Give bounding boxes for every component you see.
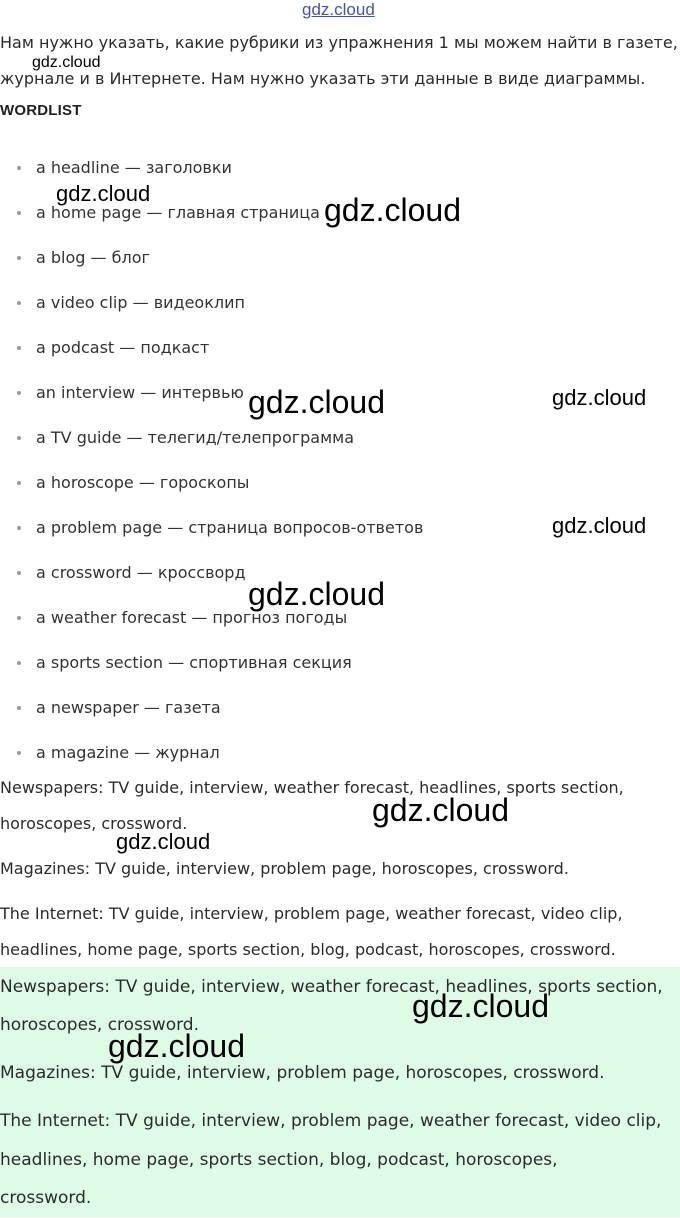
answer-internet-line-3: crossword. [0, 1188, 92, 1208]
list-item-text: a sports section — спортивная секция [36, 653, 352, 672]
bullet-icon [17, 481, 21, 485]
list-item [36, 698, 221, 718]
bullet-icon [17, 166, 21, 170]
watermark: gdz.cloud [372, 792, 509, 828]
bullet-icon [17, 616, 21, 620]
bullet-icon [17, 301, 21, 305]
bullet-icon [17, 436, 21, 440]
list-item-text: a podcast — подкаст [36, 338, 210, 357]
list-item-text: a newspaper — газета [36, 698, 221, 717]
answer-newspapers-line-1: Newspapers: TV guide, interview, weather forecast, headlines, sports section, [0, 977, 663, 997]
bullet-icon [17, 661, 21, 665]
wordlist-heading: WORDLIST [0, 102, 82, 119]
bullet-icon [17, 751, 21, 755]
list-item-text: a video clip — видеоклип [36, 293, 245, 312]
list-item [36, 338, 209, 358]
bullet-icon [17, 526, 21, 530]
watermark: gdz.cloud [412, 988, 549, 1024]
list-item-text: a problem page — страница вопросов-ответов [36, 518, 424, 537]
newspapers-line-2: horoscopes, crossword. [0, 814, 188, 833]
list-item-text: a headline — заголовки [36, 158, 232, 177]
internet-line-2: headlines, home page, sports section, blog, podcast, horoscopes, crossword. [0, 940, 616, 959]
intro-line-1: Нам нужно указать, какие рубрики из упражнения 1 мы можем найти в газете, [0, 33, 678, 52]
list-item [36, 428, 354, 448]
list-item [36, 383, 244, 403]
answer-box [0, 967, 680, 1217]
list-item [36, 473, 249, 493]
watermark: gdz.cloud [552, 513, 647, 538]
bullet-icon [17, 256, 21, 260]
list-item-text: a magazine — журнал [36, 743, 220, 762]
answer-magazines-line: Magazines: TV guide, interview, problem page, horoscopes, crossword. [0, 1063, 605, 1083]
list-item-text: a blog — блог [36, 248, 150, 267]
list-item-text: a crossword — кроссворд [36, 563, 246, 582]
intro-line-2: журнале и в Интернете. Нам нужно указать эти данные в виде диаграммы. [0, 69, 646, 88]
list-item-text: an interview — интервью [36, 383, 244, 402]
answer-internet-line-2: headlines, home page, sports section, blog, podcast, horoscopes, [0, 1150, 558, 1170]
watermark: gdz.cloud [108, 1028, 245, 1064]
bullet-icon [17, 346, 21, 350]
watermark-top-link[interactable]: gdz.cloud [302, 0, 375, 19]
newspapers-line-1: Newspapers: TV guide, interview, weather forecast, headlines, sports section, [0, 778, 624, 797]
watermark: gdz.cloud [32, 54, 101, 71]
list-item [36, 653, 352, 673]
internet-line-1: The Internet: TV guide, interview, problem page, weather forecast, video clip, [0, 904, 623, 923]
bullet-icon [17, 706, 21, 710]
watermark: gdz.cloud [552, 385, 647, 410]
bullet-icon [17, 211, 21, 215]
bullet-icon [17, 391, 21, 395]
list-item [36, 248, 150, 268]
answer-newspapers-line-2: horoscopes, crossword. [0, 1015, 199, 1035]
list-item-text: a TV guide — телегид/телепрограмма [36, 428, 355, 447]
list-item-text: a home page — главная страница [36, 203, 320, 222]
list-item-text: a weather forecast — прогноз погоды [36, 608, 348, 627]
magazines-line: Magazines: TV guide, interview, problem page, horoscopes, crossword. [0, 859, 569, 878]
answer-internet-line-1: The Internet: TV guide, interview, problem page, weather forecast, video clip, [0, 1111, 662, 1131]
list-item-text: a horoscope — гороскопы [36, 473, 250, 492]
list-item [36, 518, 423, 538]
list-item [36, 158, 232, 178]
watermark: gdz.cloud [116, 829, 211, 854]
list-item [36, 293, 245, 313]
watermark: gdz.cloud [248, 384, 385, 420]
bullet-icon [17, 571, 21, 575]
watermark: gdz.cloud [248, 576, 385, 612]
watermark: gdz.cloud [324, 192, 461, 228]
list-item [36, 743, 220, 763]
list-item [36, 563, 246, 583]
watermark: gdz.cloud [56, 181, 151, 206]
